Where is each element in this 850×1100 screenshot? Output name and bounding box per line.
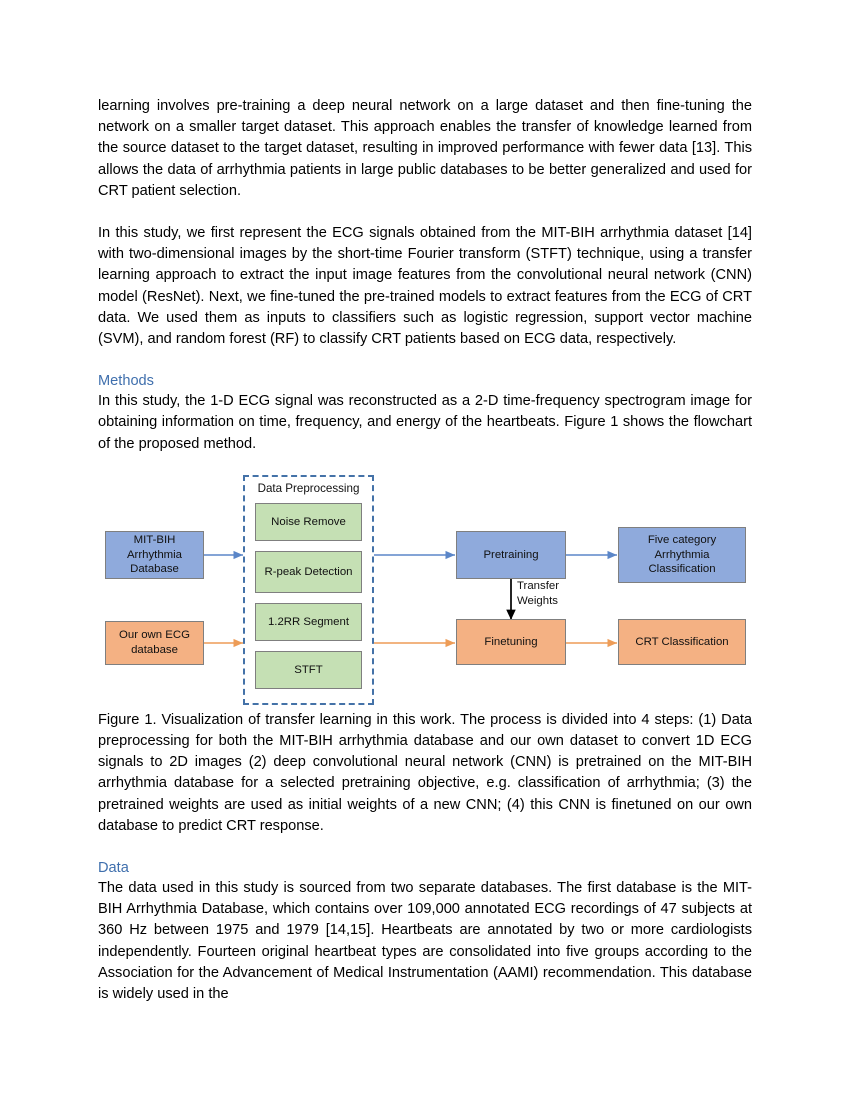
- page-content: [98, 96, 752, 1005]
- paragraph-spacer: [98, 350, 752, 371]
- section-heading-methods: Methods: [98, 373, 154, 390]
- flowchart-arrows: [98, 469, 752, 705]
- node-r-peak-detection[interactable]: R-peak Detection: [255, 551, 362, 593]
- paragraph-spacer: [98, 837, 752, 858]
- data-preprocessing-group-title: Data Preprocessing: [257, 481, 360, 495]
- node-noise-remove[interactable]: Noise Remove: [255, 503, 362, 541]
- paragraph-study-overview: In this study, we first represent the ECG signals obtained from the MIT-BIH arrhythmia dataset [14] with two-dimensional images by the short-time Fourier transform (STFT) technique, using a transfer learning approach to extract the input image features from the convolutional neural network (CNN) model (ResNet). Next, we fine-tuned the pre-trained models to extract features from the ECG of CRT data. We used them as inputs to classifiers such as logistic regression, support vector machine (SVM), and random forest (RF) to classify CRT patients based on ECG data, respectively.: [98, 225, 752, 348]
- node-stft[interactable]: STFT: [255, 651, 362, 689]
- node-rr-segment[interactable]: 1.2RR Segment: [255, 603, 362, 641]
- figure-1-flowchart: [98, 469, 752, 705]
- node-five-category-arrhythmia-classification[interactable]: Five category Arrhythmia Classification: [618, 527, 746, 583]
- label-transfer-weights-line2: Weights: [517, 594, 558, 607]
- node-finetuning[interactable]: Finetuning: [456, 619, 566, 665]
- flowchart-canvas: [98, 469, 752, 705]
- paragraph-intro-continued: learning involves pre-training a deep neural network on a large dataset and then fine-tuning the network on a smaller target dataset. This approach enables the transfer of knowledge learned from the source dataset to the target dataset, resulting in improved performance with fewer data [13]. This allows the data of arrhythmia patients in large public databases to be better generalized and used for CRT patient selection.: [98, 98, 752, 199]
- paragraph-data-body: The data used in this study is sourced from two separate databases. The first database is the MIT-BIH Arrhythmia Database, which contains over 109,000 annotated ECG recordings of 47 subjects at 360 Hz between 1975 and 1979 [14,15]. Heartbeats are annotated by two or more cardiologists independently. Fourteen original heartbeat types are consolidated into five groups according to the Association for the Advancement of Medical Instrumentation (AAMI) recommendation. This database is widely used in the: [98, 880, 752, 1003]
- figure-top-spacer: [98, 455, 752, 469]
- node-mit-bih-database[interactable]: MIT-BIH Arrhythmia Database: [105, 531, 204, 579]
- label-transfer-weights-line1: Transfer: [517, 579, 559, 592]
- node-own-ecg-database[interactable]: Our own ECG database: [105, 621, 204, 665]
- node-crt-classification[interactable]: CRT Classification: [618, 619, 746, 665]
- figure-1-caption: Figure 1. Visualization of transfer learning in this work. The process is divided into 4 steps: (1) Data preprocessing for both the MIT-BIH arrhythmia database and our own dataset to convert 1D ECG signals to 2D images (2) deep convolutional neural network (CNN) is pretrained on the MIT-BIH arrhythmia database for a selected pretraining objective, e.g. classification of arrhythmia; (3) the pretrained weights are used as initial weights of a new CNN; (4) this CNN is finetuned on our own database to predict CRT response.: [98, 711, 752, 834]
- paragraph-methods-body: In this study, the 1-D ECG signal was reconstructed as a 2-D time-frequency spectrogram image for obtaining information on time, frequency, and energy of the heartbeats. Figure 1 shows the flowchart of the proposed method.: [98, 393, 752, 452]
- paragraph-spacer: [98, 202, 752, 223]
- section-heading-data: Data: [98, 860, 129, 877]
- node-pretraining[interactable]: Pretraining: [456, 531, 566, 579]
